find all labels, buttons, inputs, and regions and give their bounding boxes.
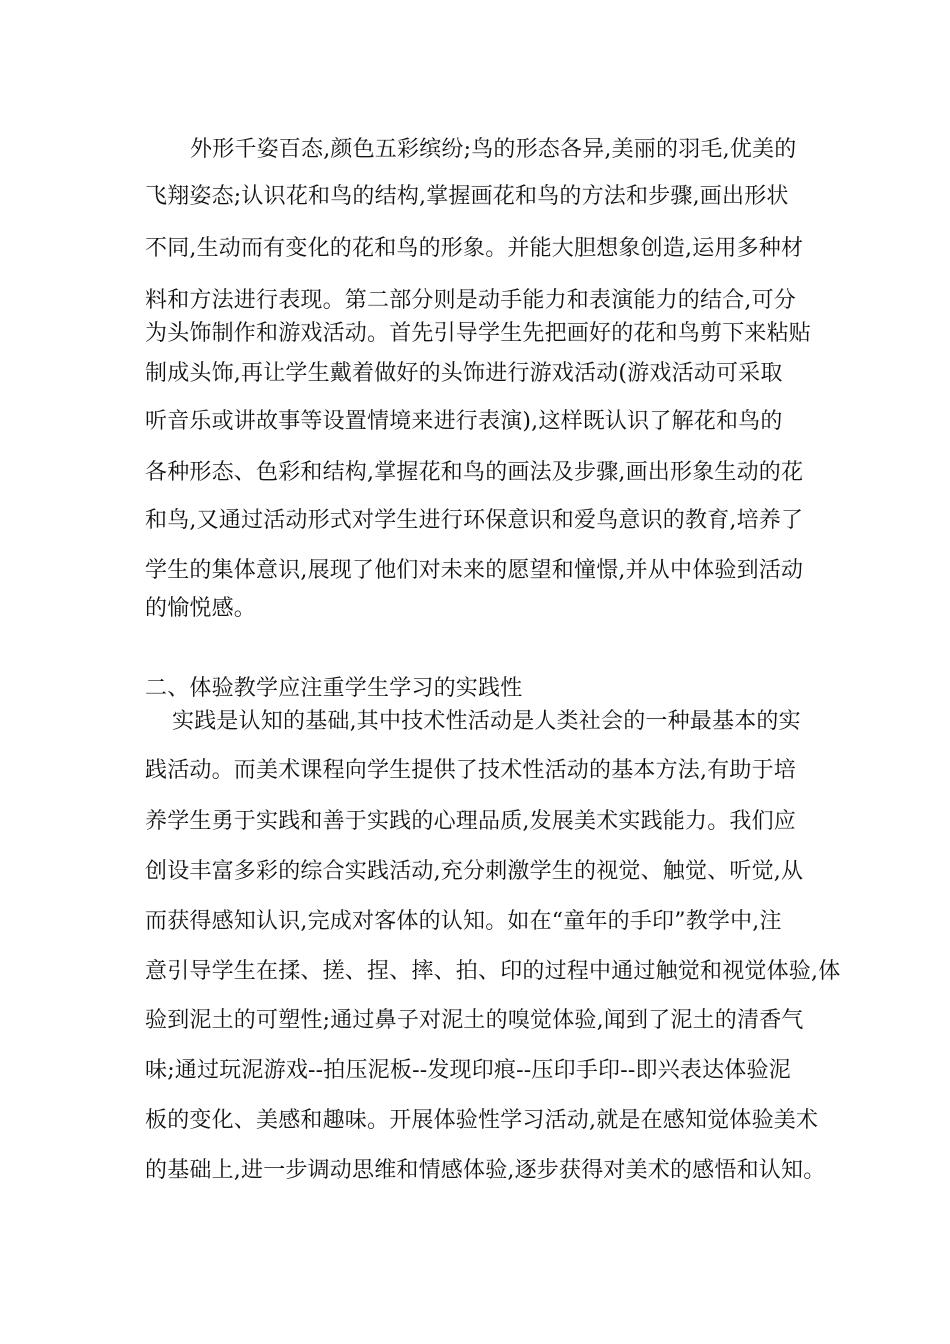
paragraph-1-line-3: 不同,生动而有变化的花和鸟的形象。并能大胆想象创造,运用多种材 bbox=[145, 236, 804, 261]
paragraph-2-line-10: 的基础上,进一步调动思维和情感体验,逐步获得对美术的感悟和认知。 bbox=[145, 1158, 826, 1183]
paragraph-1-line-4: 料和方法进行表现。第二部分则是动手能力和表演能力的结合,可分 bbox=[145, 288, 796, 313]
paragraph-1-line-9: 和鸟,又通过活动形式对学生进行环保意识和爱鸟意识的教育,培养了 bbox=[145, 508, 804, 533]
paragraph-2-line-4: 创设丰富多彩的综合实践活动,充分刺激学生的视觉、触觉、听觉,从 bbox=[145, 859, 804, 884]
paragraph-2-line-3: 养学生勇于实践和善于实践的心理品质,发展美术实践能力。我们应 bbox=[145, 809, 796, 834]
paragraph-1-line-8: 各种形态、色彩和结构,掌握花和鸟的画法及步骤,画出形象生动的花 bbox=[145, 460, 804, 485]
paragraph-1-line-10: 学生的集体意识,展现了他们对未来的愿望和憧憬,并从中体验到活动 bbox=[145, 558, 804, 583]
paragraph-2-line-8: 味;通过玩泥游戏--拍压泥板--发现印痕--压印手印--即兴表达体验泥 bbox=[145, 1058, 791, 1083]
section-heading: 二、体验教学应注重学生学习的实践性 bbox=[145, 676, 523, 701]
paragraph-1-line-11: 的愉悦感。 bbox=[145, 596, 257, 621]
paragraph-2-line-7: 验到泥土的可塑性;通过鼻子对泥土的嗅觉体验,闻到了泥土的清香气 bbox=[145, 1008, 804, 1033]
paragraph-2-line-6: 意引导学生在揉、搓、捏、摔、拍、印的过程中通过触觉和视觉体验,体 bbox=[145, 959, 841, 984]
paragraph-2-line-9: 板的变化、美感和趣味。开展体验性学习活动,就是在感知觉体验美术 bbox=[145, 1108, 819, 1133]
paragraph-2-line-2: 践活动。而美术课程向学生提供了技术性活动的基本方法,有助于培 bbox=[145, 758, 796, 783]
paragraph-1-line-1: 外形千姿百态,颜色五彩缤纷;鸟的形态各异,美丽的羽毛,优美的 bbox=[190, 137, 797, 162]
paragraph-1-line-5: 为头饰制作和游戏活动。首先引导学生先把画好的花和鸟剪下来粘贴 bbox=[145, 321, 812, 346]
paragraph-1-line-7: 听音乐或讲故事等设置情境来进行表演),这样既认识了解花和鸟的 bbox=[145, 409, 783, 434]
paragraph-1-line-6: 制成头饰,再让学生戴着做好的头饰进行游戏活动(游戏活动可采取 bbox=[145, 361, 783, 386]
paragraph-2-line-5: 而获得感知认识,完成对客体的认知。如在“童年的手印”教学中,注 bbox=[145, 909, 782, 934]
paragraph-2-line-1: 实践是认知的基础,其中技术性活动是人类社会的一种最基本的实 bbox=[172, 709, 801, 734]
paragraph-1-line-2: 飞翔姿态;认识花和鸟的结构,掌握画花和鸟的方法和步骤,画出形状 bbox=[145, 184, 789, 209]
